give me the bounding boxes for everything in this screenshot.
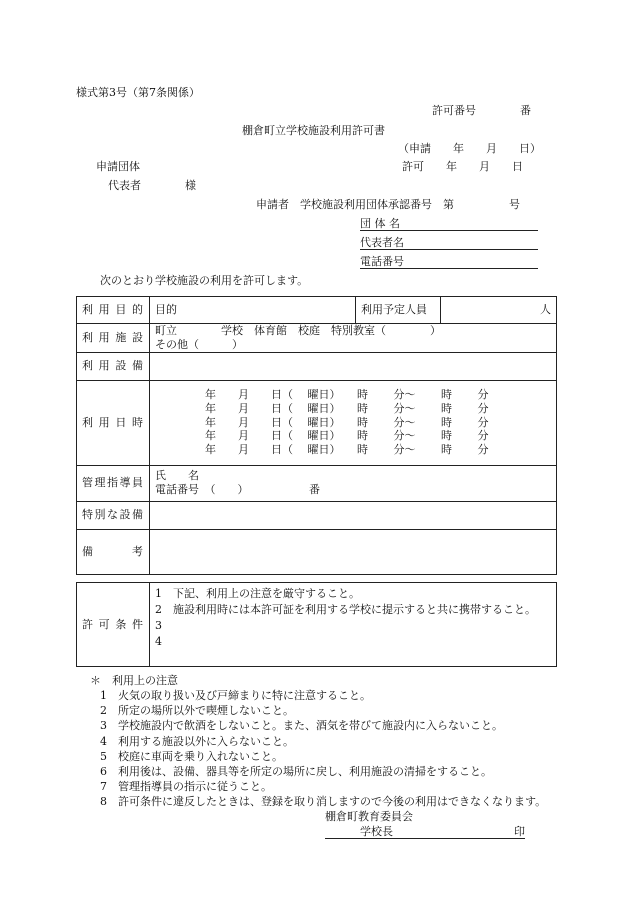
applicant-group-label: 申請団体 [96,160,140,173]
facility-line-1: 町立 学校 体育館 校庭 特別教室（ ） [155,324,441,337]
supervisor-value [150,465,557,501]
equipment-value [150,352,557,380]
apply-date: （申請 年 月 日） [398,142,541,155]
purpose-value: 目的 [150,297,356,324]
expected-attendance-unit: 人 [441,297,557,324]
conditions-value [150,583,557,667]
seal-mark: 印 [514,825,525,838]
condition-item-1: 1 下記、利用上の注意を厳守すること。 [155,587,360,600]
principal-label: 学校長 [360,825,393,838]
note-item-3: 3 学校施設内で飲酒をしないこと。また、酒気を帯びて施設内に入らないこと。 [100,719,503,733]
permit-date: 許可 年 月 日 [402,160,523,173]
condition-item-3: 3 [155,618,162,632]
note-item-4: 4 利用する施設以外に入らないこと。 [100,734,294,748]
conditions-label: 許可条件 [77,583,150,667]
special-equipment-label: 特別な設備 [77,501,150,529]
datetime-row [77,380,557,465]
expected-attendance-label: 利用予定人員 [356,297,441,324]
datetime-entry-1: 年 月 日（ 曜日） 時 分～ 時 分 [205,388,489,402]
notes-heading: ＊ 利用上の注意 [90,674,178,687]
note-item-5: 5 校庭に車両を乗り入れないこと。 [100,749,283,763]
document-title: 棚倉町立学校施設利用許可書 [242,124,385,137]
datetime-label: 利用日時 [77,380,150,465]
note-item-2: 2 所定の場所以外で喫煙しないこと。 [100,704,294,718]
datetime-value [150,380,557,465]
group-name-field: 団 体 名 [360,217,538,231]
facility-row [77,324,557,353]
datetime-entry-5: 年 月 日（ 曜日） 時 分～ 時 分 [205,443,489,457]
supervisor-label: 管理指導員 [77,465,150,501]
permit-number: 許可番号 番 [432,104,531,117]
board-of-education: 棚倉町教育委員会 [325,810,413,823]
supervisor-phone: 電話番号 （ ） 番 [155,483,320,496]
supervisor-row [77,465,557,501]
facility-value [150,324,557,353]
note-item-8: 8 許可条件に違反したときは、登録を取り消しますので今後の利用はできなくなります。 [100,795,547,809]
phone-number-field: 電話番号 [360,255,538,269]
special-equipment-row [77,501,557,529]
conditions-table [76,582,557,667]
remarks-value [150,529,557,574]
applicant-approval-line: 申請者 学校施設利用団体承認番号 第 号 [256,198,520,211]
datetime-entry-2: 年 月 日（ 曜日） 時 分～ 時 分 [205,401,489,415]
supervisor-name: 氏 名 [155,469,199,483]
conditions-row [77,583,557,667]
note-item-1: 1 火気の取り扱い及び戸締まりに特に注意すること。 [100,689,371,702]
datetime-entry-3: 年 月 日（ 曜日） 時 分～ 時 分 [205,415,489,429]
facility-label: 利用施設 [77,324,150,353]
notes-list [100,688,548,810]
form-number: 様式第3号（第7条関係） [76,86,200,99]
purpose-row [77,297,557,324]
principal-signature-line [325,825,525,839]
note-item-7: 7 管理指導員の指示に従うこと。 [100,780,272,794]
intro-text: 次のとおり学校施設の利用を許可します。 [100,274,309,287]
remarks-label: 備 考 [77,529,150,574]
special-equipment-value [150,501,557,529]
equipment-label: 利用設備 [77,352,150,380]
facility-line-2: その他（ ） [155,337,243,351]
condition-item-2: 2 施設利用時には本許可証を利用する学校に提示すると共に携帯すること。 [155,602,536,616]
usage-table [76,296,557,575]
note-item-6: 6 利用後は、設備、器具等を所定の場所に戻し、利用施設の清掃をすること。 [100,765,492,779]
representative-label: 代表者 様 [108,179,196,192]
remarks-row [77,529,557,574]
datetime-entry-4: 年 月 日（ 曜日） 時 分～ 時 分 [205,429,489,443]
equipment-row [77,352,557,380]
purpose-label: 利用目的 [77,297,150,324]
representative-name-field: 代表者名 [360,236,538,250]
condition-item-4: 4 [155,634,162,648]
